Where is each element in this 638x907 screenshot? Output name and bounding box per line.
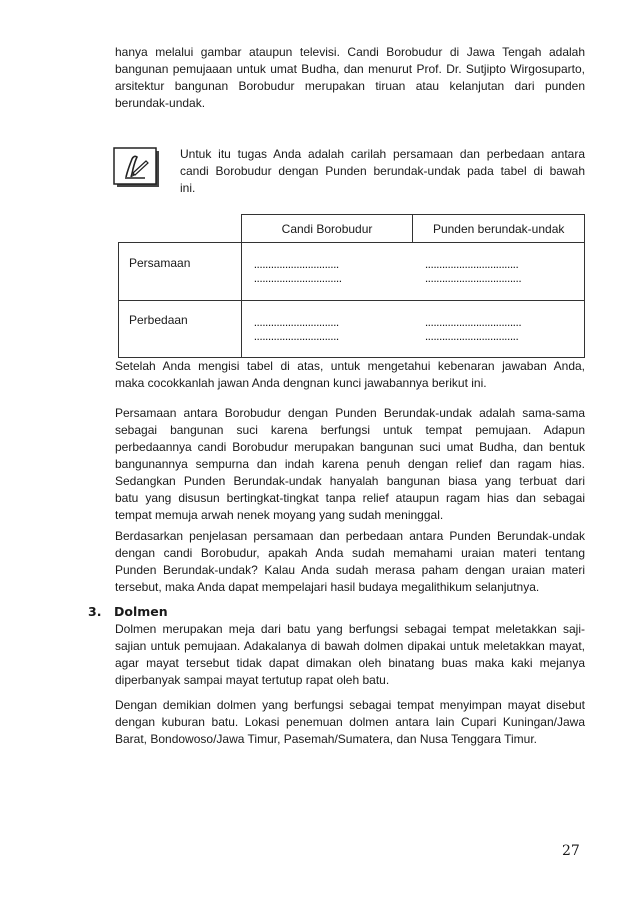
text-line: Untuk itu tugas Anda adalah carilah persamaan dan perbedaan antara <box>180 147 585 161</box>
text-line: bangunannya sempurna dan indah karena penuh dengan relief dan ragam hias. <box>115 457 585 471</box>
text-line: berundak-undak. <box>115 96 206 110</box>
blank-line: .............................. <box>253 315 339 329</box>
text-line: candi Borobudur dengan Punden berundak-undak pada tabel di bawah <box>180 164 585 178</box>
text-line: Sedangkan Punden Berundak-undak hanyalah bangunan biasa yang terbuat dari <box>115 474 585 488</box>
blank-line: .............................. <box>253 329 339 343</box>
blank-line: .............................. <box>253 257 339 271</box>
text-line: arsitektur bangunan Borobudur merupakan tiruan atau kelanjutan dari punden <box>115 79 585 93</box>
table-row <box>119 301 585 358</box>
text-line: maka cocokkanlah jawan Anda dengnan kunci jawabannya berikut ini. <box>115 376 487 390</box>
text-line: tempat memuja arwah nenek moyang yang sudah meninggal. <box>115 508 444 522</box>
conclusion-paragraph <box>115 528 585 596</box>
dolmen-paragraph-1 <box>115 621 585 689</box>
blank-line: ................................. <box>424 329 519 343</box>
text-line: batu yang disusun bertingkat-tingkat tanpa relief ataupun ragam hias dan sebagai <box>115 491 585 505</box>
text-line: dengan candi Borobudur, apakah Anda sudah memahami uraian materi tentang <box>115 546 585 560</box>
answer-paragraph <box>115 405 585 524</box>
row-label: Perbedaan <box>119 301 242 358</box>
column-header: Candi Borobudur <box>241 215 413 243</box>
blank-line: ................................. <box>424 257 519 271</box>
text-line: Setelah Anda mengisi tabel di atas, untuk mengetahui kebenaran jawaban Anda, <box>115 359 585 373</box>
after-table-paragraph <box>115 358 585 392</box>
text-line: diperbanyak sampai mayat tertutup rapat oleh batu. <box>115 673 390 687</box>
text-line: Dolmen merupakan meja dari batu yang berfungsi sebagai tempat meletakkan saji- <box>115 622 585 636</box>
text-line: tersebut, maka Anda dapat mempelajari hasil budaya megalithikum selanjutnya. <box>115 580 540 594</box>
table-row <box>119 243 585 301</box>
text-line: Berdasarkan penjelasan persamaan dan perbedaan antara Punden Berundak-undak <box>115 529 585 543</box>
blank-line: .................................. <box>424 315 522 329</box>
answer-cell[interactable] <box>241 301 413 358</box>
text-line: hanya melalui gambar ataupun televisi. Candi Borobudur di Jawa Tengah adalah <box>115 45 585 59</box>
text-line: ini. <box>180 181 196 195</box>
row-label: Persamaan <box>119 243 242 301</box>
dolmen-paragraph-2 <box>115 697 585 748</box>
section-heading <box>88 604 168 619</box>
column-header: Punden berundak-undak <box>413 215 585 243</box>
section-number: 3. <box>88 604 102 619</box>
text-line: dengan kuburan batu. Lokasi penemuan dolmen antara lain Cupari Kuningan/Jawa <box>115 715 585 729</box>
page-number: 27 <box>562 843 580 859</box>
answer-cell[interactable] <box>413 243 585 301</box>
text-line: sebagai bangunan suci karena berfungsi untuk tempat pemujaan. Adapun <box>115 423 585 437</box>
text-line: Punden Berundak-undak? Kalau Anda sudah merasa paham dengan uraian materi <box>115 563 585 577</box>
blank-line: .................................. <box>424 271 522 285</box>
answer-cell[interactable] <box>241 243 413 301</box>
text-line: sajian untuk pemujaan. Adakalanya di bawah dolmen dipakai untuk meletakkan mayat, <box>115 639 585 653</box>
blank-line: ............................... <box>253 271 342 285</box>
answer-cell[interactable] <box>413 301 585 358</box>
pencil-writing-icon <box>113 147 161 189</box>
text-line: perbedaannya candi Borobudur merupakan bangunan suci umat Budha, dan bentuk <box>115 440 585 454</box>
intro-paragraph <box>115 44 585 112</box>
section-title: Dolmen <box>114 604 168 619</box>
text-line: Barat, Bondowoso/Jawa Timur, Pasemah/Sumatera, dan Nusa Tenggara Timur. <box>115 732 538 746</box>
text-line: bangunan pemujaaan untuk umat Budha, dan menurut Prof. Dr. Sutjipto Wirgosuparto, <box>115 62 585 76</box>
table-header-row <box>119 215 585 243</box>
text-line: agar mayat tersebut tidak dapat dimakan oleh binatang buas maka kaki mejanya <box>115 656 585 670</box>
task-instruction <box>180 146 585 197</box>
text-line: Persamaan antara Borobudur dengan Punden Berundak-undak adalah sama-sama <box>115 406 585 420</box>
text-line: Dengan demikian dolmen yang berfungsi sebagai tempat menyimpan mayat disebut <box>115 698 585 712</box>
comparison-table <box>118 214 585 358</box>
